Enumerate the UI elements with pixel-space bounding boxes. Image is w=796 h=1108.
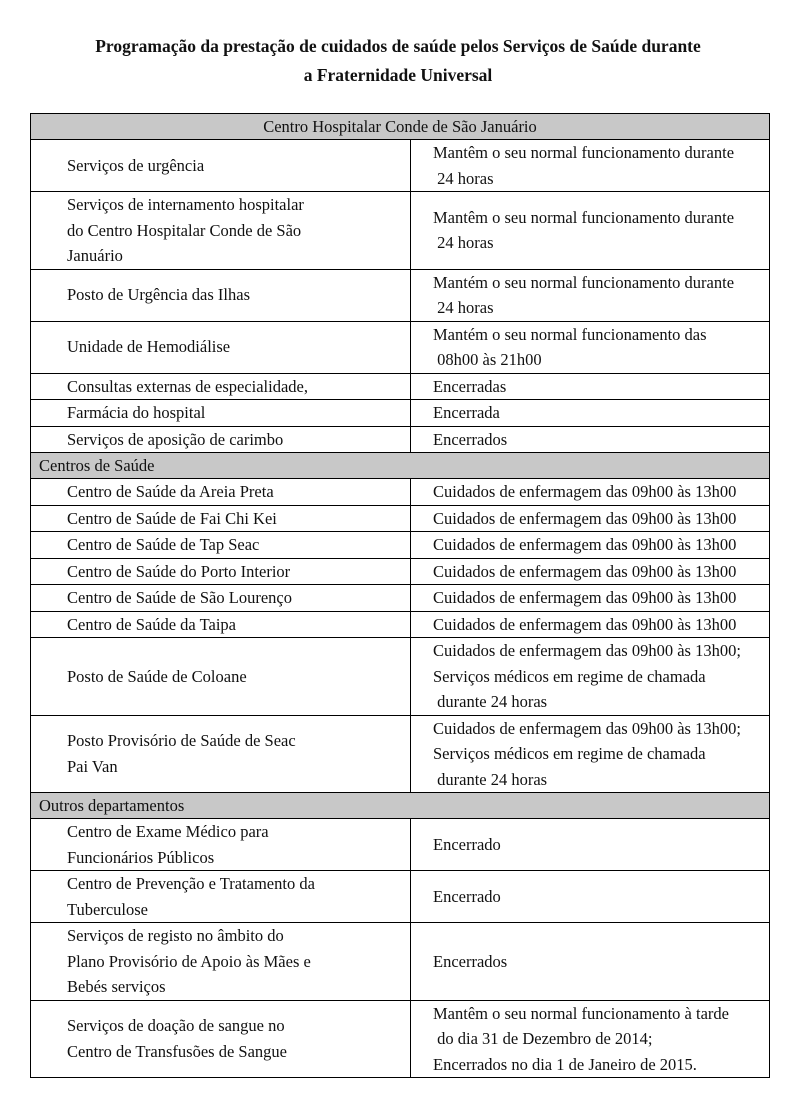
service-name-line: Serviços de aposição de carimbo: [67, 429, 284, 449]
service-name-line: Funcionários Públicos: [67, 847, 215, 867]
service-name-line: Centro de Saúde do Porto Interior: [67, 561, 291, 581]
table-row: [31, 505, 770, 532]
status-cell: [411, 400, 770, 427]
table-row: [31, 140, 770, 192]
status-text-line: Encerrado: [433, 886, 501, 906]
service-name-line: Plano Provisório de Apoio às Mães e: [67, 951, 311, 971]
service-cell: [31, 479, 411, 506]
service-cell: [31, 558, 411, 585]
service-name-line: Serviços de registo no âmbito do: [67, 926, 284, 945]
service-cell: [31, 400, 411, 427]
service-cell: [31, 715, 411, 793]
service-name-line: Centro de Exame Médico para: [67, 822, 269, 841]
status-text-line: Mantêm o seu normal funcionamento durante: [433, 143, 735, 162]
table-row: [31, 558, 770, 585]
schedule-table-body: [31, 114, 770, 1078]
status-text-line: Cuidados de enfermagem das 09h00 às 13h00: [433, 588, 737, 607]
service-cell: [31, 1000, 411, 1078]
section-heading: Centro Hospitalar Conde de São Januário: [31, 114, 770, 140]
status-text-line: Encerradas: [433, 376, 507, 396]
section-heading: Centros de Saúde: [31, 453, 770, 479]
status-text-line: Cuidados de enfermagem das 09h00 às 13h00: [433, 508, 737, 528]
service-name-line: Serviços de internamento hospitalar: [67, 195, 304, 214]
status-text-line: Serviços médicos em regime de chamada: [433, 666, 706, 686]
status-cell: [411, 532, 770, 559]
service-cell: [31, 638, 411, 716]
service-name-line: Centro de Saúde da Taipa: [67, 614, 236, 634]
service-name-line: Unidade de Hemodiálise: [67, 337, 231, 357]
status-text-line: 08h00 às 21h00: [433, 350, 542, 369]
status-text-line: Mantêm o seu normal funcionamento à tarde: [433, 1003, 729, 1023]
status-text-line: 24 horas: [433, 298, 494, 317]
service-name-line: Posto de Urgência das Ilhas: [67, 285, 250, 305]
status-text-line: Mantém o seu normal funcionamento durante: [433, 272, 735, 292]
title-line: Programação da prestação de cuidados de saúde pelos Serviços de Saúde durante: [95, 36, 701, 56]
table-row: [31, 1000, 770, 1078]
status-text-line: durante 24 horas: [433, 692, 548, 711]
service-name-line: Bebés serviços: [67, 977, 166, 996]
service-cell: [31, 611, 411, 638]
service-name-line: Centro de Prevenção e Tratamento da: [67, 874, 315, 893]
status-text-line: Cuidados de enfermagem das 09h00 às 13h00;: [433, 718, 741, 738]
table-row: [31, 192, 770, 270]
status-cell: [411, 321, 770, 373]
table-row: [31, 638, 770, 716]
status-text-line: 24 horas: [433, 233, 494, 253]
table-row: [31, 400, 770, 427]
service-name-line: do Centro Hospitalar Conde de São: [67, 220, 302, 240]
status-cell: [411, 426, 770, 453]
status-cell: [411, 585, 770, 612]
status-text-line: Encerrada: [433, 403, 500, 422]
schedule-table: [30, 113, 770, 1078]
status-text-line: Encerrados: [433, 951, 508, 971]
table-row: [31, 479, 770, 506]
status-cell: [411, 871, 770, 923]
status-text-line: Encerrados no dia 1 de Janeiro de 2015.: [433, 1054, 697, 1074]
service-cell: [31, 505, 411, 532]
section-header-row: [31, 114, 770, 140]
status-cell: [411, 269, 770, 321]
status-text-line: Encerrado: [433, 834, 501, 854]
service-cell: [31, 871, 411, 923]
status-text-line: Cuidados de enfermagem das 09h00 às 13h00: [433, 535, 737, 554]
status-cell: [411, 611, 770, 638]
table-row: [31, 321, 770, 373]
status-cell: [411, 923, 770, 1001]
status-text-line: Cuidados de enfermagem das 09h00 às 13h00: [433, 614, 737, 634]
status-cell: [411, 819, 770, 871]
table-row: [31, 426, 770, 453]
table-row: [31, 819, 770, 871]
status-text-line: Cuidados de enfermagem das 09h00 às 13h00: [433, 561, 737, 581]
status-text-line: Mantém o seu normal funcionamento das: [433, 324, 707, 344]
service-cell: [31, 321, 411, 373]
table-row: [31, 373, 770, 400]
section-header-row: [31, 793, 770, 819]
service-cell: [31, 532, 411, 559]
status-text-line: do dia 31 de Dezembro de 2014;: [433, 1029, 653, 1048]
status-text-line: Serviços médicos em regime de chamada: [433, 744, 706, 763]
service-cell: [31, 585, 411, 612]
service-name-line: Farmácia do hospital: [67, 403, 206, 422]
status-text-line: Cuidados de enfermagem das 09h00 às 13h00: [433, 482, 737, 501]
service-cell: [31, 269, 411, 321]
status-cell: [411, 715, 770, 793]
service-name-line: Posto Provisório de Saúde de Seac: [67, 731, 296, 751]
service-name-line: Centro de Saúde de Tap Seac: [67, 535, 260, 554]
section-header-row: [31, 453, 770, 479]
status-cell: [411, 192, 770, 270]
service-name-line: Centro de Saúde de São Lourenço: [67, 588, 292, 607]
document-title: [0, 32, 796, 90]
service-cell: [31, 373, 411, 400]
status-text-line: durante 24 horas: [433, 769, 548, 789]
status-cell: [411, 505, 770, 532]
service-name-line: Serviços de urgência: [67, 155, 205, 175]
table-row: [31, 715, 770, 793]
status-text-line: Cuidados de enfermagem das 09h00 às 13h00;: [433, 641, 741, 660]
service-name-line: Januário: [67, 246, 123, 265]
section-heading: Outros departamentos: [31, 793, 770, 819]
service-name-line: Centro de Saúde de Fai Chi Kei: [67, 508, 277, 528]
title-line: a Fraternidade Universal: [303, 65, 493, 85]
table-row: [31, 532, 770, 559]
service-name-line: Centro de Transfusões de Sangue: [67, 1041, 287, 1061]
status-cell: [411, 479, 770, 506]
status-text-line: 24 horas: [433, 168, 494, 188]
service-cell: [31, 923, 411, 1001]
service-name-line: Consultas externas de especialidade,: [67, 376, 308, 396]
table-row: [31, 611, 770, 638]
status-text-line: Mantêm o seu normal funcionamento durante: [433, 207, 735, 227]
service-cell: [31, 140, 411, 192]
service-cell: [31, 426, 411, 453]
service-cell: [31, 192, 411, 270]
service-name-line: Centro de Saúde da Areia Preta: [67, 482, 274, 501]
table-row: [31, 871, 770, 923]
table-row: [31, 923, 770, 1001]
status-cell: [411, 558, 770, 585]
status-cell: [411, 140, 770, 192]
status-cell: [411, 638, 770, 716]
status-text-line: Encerrados: [433, 429, 508, 449]
service-name-line: Pai Van: [67, 756, 118, 776]
service-name-line: Tuberculose: [67, 899, 148, 919]
table-row: [31, 585, 770, 612]
service-cell: [31, 819, 411, 871]
status-cell: [411, 1000, 770, 1078]
table-row: [31, 269, 770, 321]
service-name-line: Serviços de doação de sangue no: [67, 1016, 285, 1036]
status-cell: [411, 373, 770, 400]
service-name-line: Posto de Saúde de Coloane: [67, 666, 247, 686]
